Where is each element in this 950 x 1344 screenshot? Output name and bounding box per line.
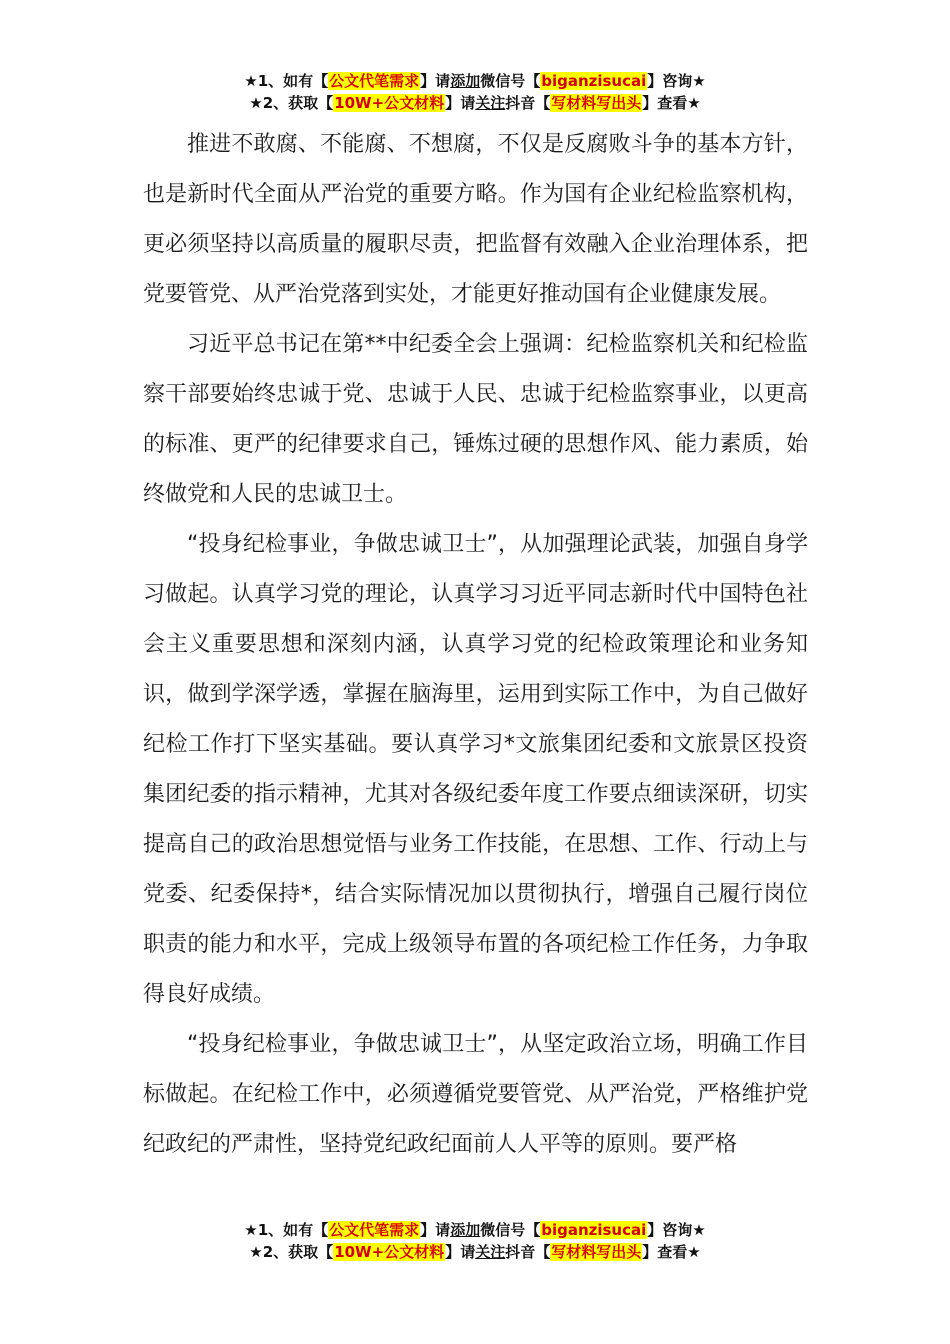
banner-text: 抖音【 [505,94,551,112]
banner-text: 】请 [445,1243,476,1261]
banner-highlight: biganzisucai [541,72,647,90]
banner-underlined: 关注 [475,1243,506,1261]
banner-line-2 [0,92,950,114]
banner-highlight: 公文代笔需求 [329,72,420,90]
paragraph-2: 习近平总书记在第**中纪委全会上强调：纪检监察机关和纪检监察干部要始终忠诚于党、忠诚于人民、忠诚于纪检监察事业，以更高的标准、更严的纪律要求自己，锤炼过硬的思想作风、能力素质，始终做党和人民的忠诚卫士。 [143,332,808,507]
banner-text: 抖音【 [505,1243,551,1261]
banner-highlight: 公文代笔需求 [329,1221,420,1239]
banner-highlight: 写材料写出头 [551,1243,642,1261]
banner-highlight: 10W+公文材料 [334,1243,445,1261]
banner-underlined: 关注 [475,94,506,112]
banner-line-1 [0,1219,950,1241]
banner-text: ★1、如有【 [244,1221,329,1239]
footer-banner [0,1219,950,1263]
banner-line-2 [0,1241,950,1263]
header-banner [0,70,950,114]
banner-text: 】咨询★ [647,72,706,90]
banner-highlight: 写材料写出头 [551,94,642,112]
banner-text: 】请 [445,94,476,112]
paragraph-1: 推进不敢腐、不能腐、不想腐，不仅是反腐败斗争的基本方针，也是新时代全面从严治党的重要方略。作为国有企业纪检监察机构，更必须坚持以高质量的履职尽责，把监督有效融入企业治理体系，把党要管党、从严治党落到实处，才能更好推动国有企业健康发展。 [143,132,808,307]
paragraph-3: “投身纪检事业，争做忠诚卫士”，从加强理论武装，加强自身学习做起。认真学习党的理论，认真学习习近平同志新时代中国特色社会主义重要思想和深刻内涵，认真学习党的纪检政策理论和业务知识，做到学深学透，掌握在脑海里，运用到实际工作中，为自己做好纪检工作打下坚实基础。要认真学习*文旅集团纪委和文旅景区投资集团纪委的指示精神，尤其对各级纪委年度工作要点细读深研，切实提高自己的政治思想觉悟与业务工作技能，在思想、工作、行动上与党委、纪委保持*，结合实际情况加以贯彻执行，增强自己履行岗位职责的能力和水平，完成上级领导布置的各项纪检工作任务，力争取得良好成绩。 [143,532,808,1007]
banner-underlined: 添加 [450,1221,481,1239]
banner-text: ★2、获取【 [249,94,334,112]
banner-text: 】查看★ [642,94,701,112]
banner-text: 微信号【 [480,72,541,90]
document-body [143,120,808,1170]
banner-underlined: 添加 [450,72,481,90]
banner-text: ★2、获取【 [249,1243,334,1261]
banner-text: 】请 [420,1221,451,1239]
banner-text: 】请 [420,72,451,90]
banner-line-1 [0,70,950,92]
banner-text: 】咨询★ [647,1221,706,1239]
paragraph-4: “投身纪检事业，争做忠诚卫士”，从坚定政治立场，明确工作目标做起。在纪检工作中，必须遵循党要管党、从严治党，严格维护党纪政纪的严肃性，坚持党纪政纪面前人人平等的原则。要严格 [143,1032,808,1157]
banner-highlight: biganzisucai [541,1221,647,1239]
banner-text: 微信号【 [480,1221,541,1239]
banner-text: 】查看★ [642,1243,701,1261]
banner-text: ★1、如有【 [244,72,329,90]
banner-highlight: 10W+公文材料 [334,94,445,112]
